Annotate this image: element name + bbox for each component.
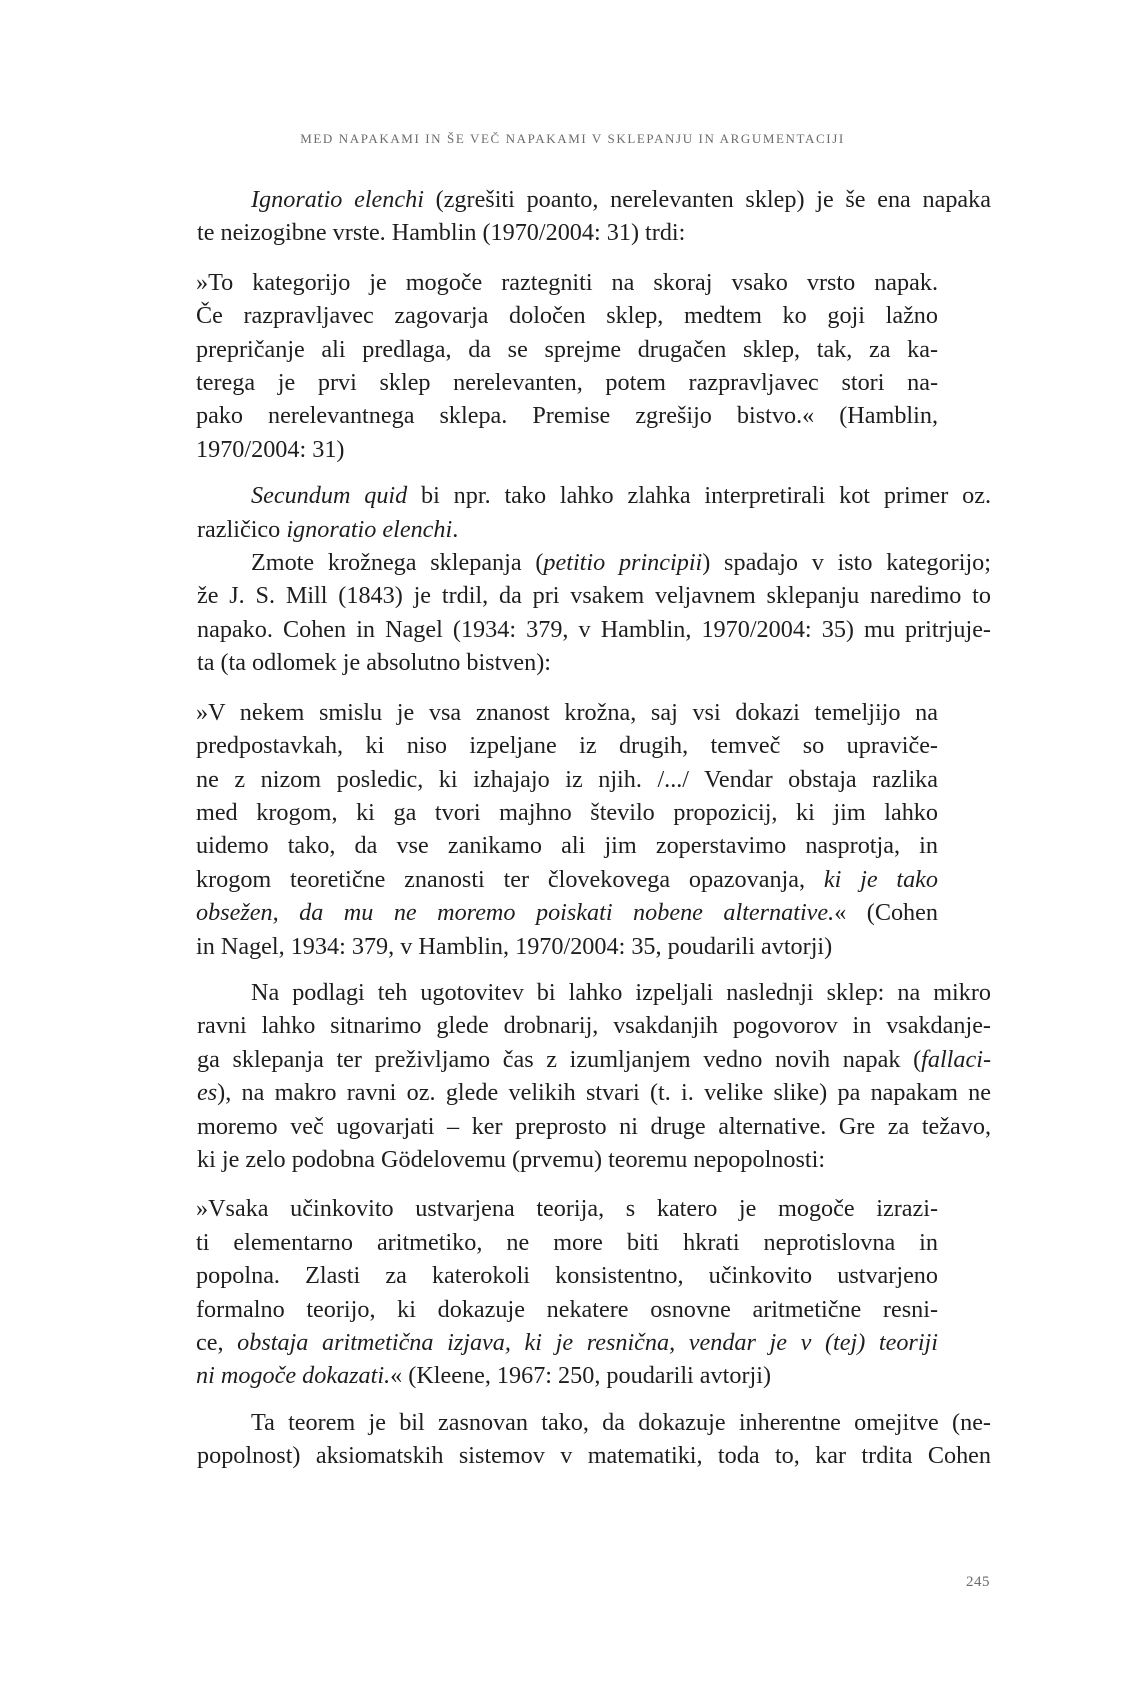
text-line: Ignoratio elenchi (zgrešiti poanto, nerelevanten sklep) je še ena napaka	[251, 186, 991, 213]
text-line: Zmote krožnega sklepanja (petitio principii) spadajo v isto kategorijo;	[251, 549, 991, 577]
text-line: različico ignoratio elenchi.	[197, 515, 459, 543]
quote-line: »To kategorijo je mogoče raztegniti na skoraj vsako vrsto napak.	[196, 268, 938, 296]
emphasis: obstaja aritmetična izjava, ki je resnična, vendar je v (tej) teoriji	[237, 1329, 938, 1356]
text-line: Na podlagi teh ugotovitev bi lahko izpeljali naslednji sklep: na mikro	[251, 978, 991, 1006]
latin-term: petitio principii	[543, 549, 703, 577]
paragraph-theorem	[143, 1406, 991, 1473]
text-line: napako. Cohen in Nagel (1934: 379, v Hamblin, 1970/2004: 35) mu pritrjuje-	[197, 615, 991, 643]
latin-term: ignoratio elenchi	[286, 515, 453, 543]
quote-line: med krogom, ki ga tvori majhno število propozicij, ki jim lahko	[196, 798, 938, 826]
quote-line: ni mogoče dokazati.« (Kleene, 1967: 250, poudarili avtorji)	[196, 1362, 771, 1390]
quote-line: »V nekem smislu je vsa znanost krožna, saj vsi dokazi temeljijo na	[196, 698, 938, 726]
quote-line: krogom teoretične znanosti ter človekovega opazovanja, ki je tako	[196, 865, 938, 893]
emphasis: ki je tako	[823, 865, 938, 893]
quote-line: formalno teorijo, ki dokazuje nekatere osnovne aritmetične resni-	[196, 1295, 938, 1323]
text-line: ga sklepanja ter preživljamo čas z izumljanjem vedno novih napak (fallaci-	[197, 1045, 991, 1073]
emphasis: ni mogoče dokazati.	[196, 1362, 391, 1390]
quote-line: ne z nizom posledic, ki izhajajo iz njih. /.../ Vendar obstaja razlika	[196, 765, 938, 793]
text-line: moremo več ugovarjati – ker preprosto ni druge alternative. Gre za težavo,	[197, 1112, 991, 1140]
paragraph-ignoratio-elenchi	[143, 183, 991, 250]
page-body	[143, 183, 991, 1473]
text-line: že J. S. Mill (1843) je trdil, da pri vsakem veljavnem sklepanju naredimo to	[197, 582, 991, 610]
quote-line: Če razpravljavec zagovarja določen sklep, medtem ko goji lažno	[196, 302, 938, 330]
paragraph-secundum-quid	[143, 479, 991, 546]
text-line: es), na makro ravni oz. glede velikih stvari (t. i. velike slike) pa napakam ne	[197, 1079, 991, 1107]
block-quote-cohen-nagel	[143, 696, 991, 963]
latin-term: es	[197, 1079, 218, 1107]
quote-line: in Nagel, 1934: 379, v Hamblin, 1970/2004: 35, poudarili avtorji)	[196, 932, 833, 960]
quote-line: pako nerelevantnega sklepa. Premise zgrešijo bistvo.« (Hamblin,	[196, 402, 938, 430]
paragraph-conclusion	[143, 976, 991, 1176]
text-line: ravni lahko sitnarimo glede drobnarij, vsakdanjih pogovorov in vsakdanje-	[197, 1012, 991, 1040]
block-quote-hamblin	[143, 266, 991, 466]
quote-line: predpostavkah, ki niso izpeljane iz drugih, temveč so upraviče-	[196, 732, 938, 760]
latin-term: Ignoratio elenchi	[251, 186, 424, 213]
quote-line: uidemo tako, da vse zanikamo ali jim zoperstavimo nasprotja, in	[196, 832, 938, 860]
emphasis: obsežen, da mu ne moremo poiskati nobene alternative.	[196, 899, 835, 927]
quote-line: 1970/2004: 31)	[196, 435, 345, 463]
text-line: te neizogibne vrste. Hamblin (1970/2004: 31) trdi:	[197, 219, 686, 247]
text-line: ta (ta odlomek je absolutno bistven):	[197, 649, 552, 677]
running-header: MED NAPAKAMI IN ŠE VEČ NAPAKAMI V SKLEPANJU IN ARGUMENTACIJI	[300, 131, 845, 146]
quote-line: ce, obstaja aritmetična izjava, ki je resnična, vendar je v (tej) teoriji	[196, 1329, 938, 1356]
page-number: 245	[966, 1574, 990, 1590]
latin-term: Secundum quid	[251, 482, 408, 510]
text-line: ki je zelo podobna Gödelovemu (prvemu) teoremu nepopolnosti:	[197, 1145, 826, 1173]
quote-line: popolna. Zlasti za katerokoli konsistentno, učinkovito ustvarjeno	[196, 1262, 938, 1290]
quote-line: terega je prvi sklep nerelevanten, potem razpravljavec stori na-	[196, 369, 938, 397]
quote-line: prepričanje ali predlaga, da se sprejme drugačen sklep, tak, za ka-	[196, 335, 938, 363]
latin-term: fallaci-	[921, 1045, 991, 1073]
text-line: popolnost) aksiomatskih sistemov v matematiki, toda to, kar trdita Cohen	[197, 1442, 991, 1470]
quote-line: obsežen, da mu ne moremo poiskati nobene alternative.« (Cohen	[196, 899, 938, 927]
block-quote-kleene	[143, 1192, 991, 1392]
text-line: Secundum quid bi npr. tako lahko zlahka interpretirali kot primer oz.	[251, 482, 991, 510]
quote-line: ti elementarno aritmetiko, ne more biti hkrati neprotislovna in	[196, 1228, 938, 1256]
text-line: Ta teorem je bil zasnovan tako, da dokazuje inherentne omejitve (ne-	[251, 1408, 991, 1436]
paragraph-petitio-principii	[143, 546, 991, 680]
quote-line: »Vsaka učinkovito ustvarjena teorija, s katero je mogoče izrazi-	[196, 1195, 938, 1223]
